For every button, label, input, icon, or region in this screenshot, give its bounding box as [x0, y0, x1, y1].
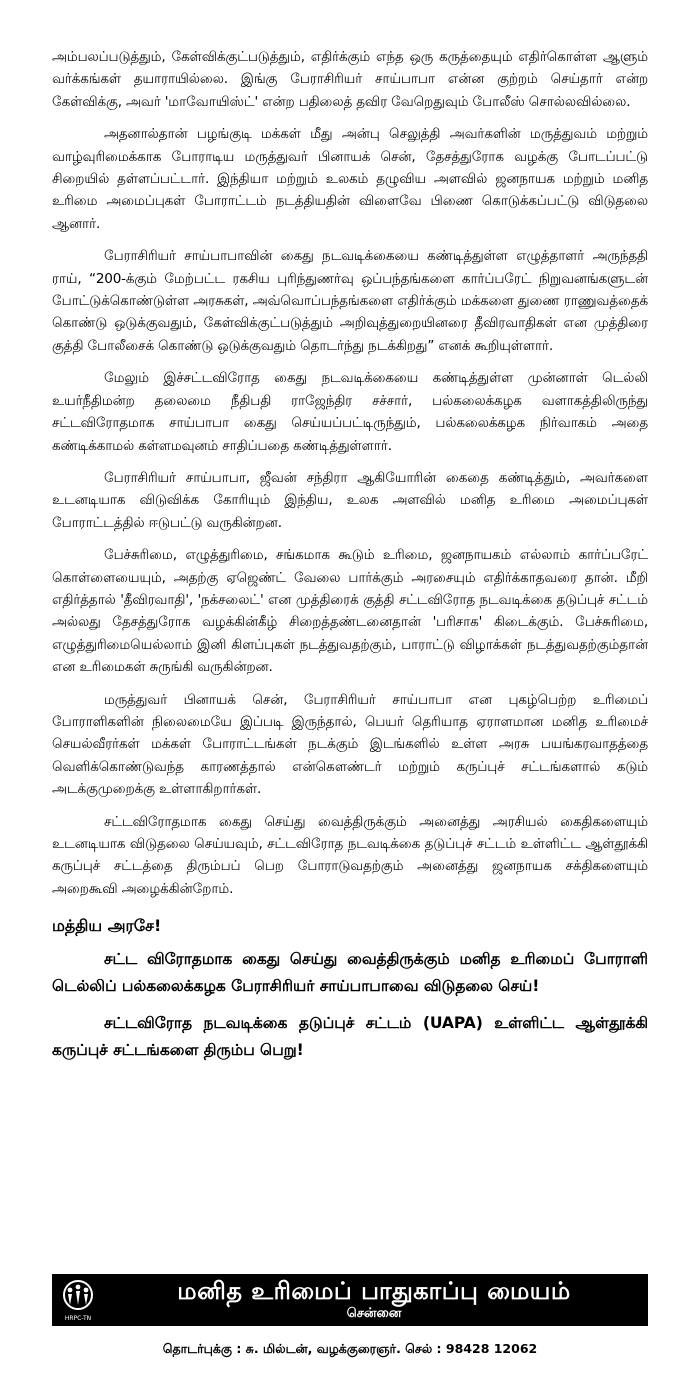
paragraph: மேலும் இச்சட்டவிரோத கைது நடவடிக்கையை கண்டித்துள்ள முன்னாள் டெல்லி உயர்நீதிமன்ற தலைமை நீதிபதி ராஜேந்திர சச்சார், பல்கலைக்கழக வளாகத்திலிருந்து சட்டவிரோதமாக சாய்பாபா கைது செய்யப்பட்டிருந்தும், பல்கலைக்கழக நிர்வாகம் அதை கண்டிக்காமல் கள்ளமவுனம் சாதிப்பதை கண்டித்துள்ளார். [52, 370, 648, 454]
contact-info: தொடர்புக்கு : சு. மில்டன், வழக்குரைஞர். செல் : 98428 12062 [162, 1341, 538, 1356]
hrpc-logo-icon [58, 1278, 98, 1322]
demand-statement: சட்டவிரோத நடவடிக்கை தடுப்புச் சட்டம் (UAPA) உள்ளிட்ட ஆள்தூக்கி கருப்புச் சட்டங்களை திரும்ப பெறு! [52, 1014, 648, 1060]
organization-banner [52, 1274, 648, 1326]
paragraph: பேராசிரியர் சாய்பாபாவின் கைது நடவடிக்கையை கண்டித்துள்ள எழுத்தாளர் அருந்ததி ராய், “200-க்கும் மேற்பட்ட ரகசிய புரிந்துணர்வு ஒப்பந்தங்களை கார்ப்பரேட் நிறுவனங்களுடன் போட்டுக்கொண்டுள்ள அரசுகள், அவ்வொப்பந்தங்களை எதிர்க்கும் மக்களை துணை ராணுவத்தைக் கொண்டு ஒடுக்குவதும், கேள்விக்குட்படுத்தும் அறிவுத்துறையினரை தீவிரவாதிகள் என முத்திரை குத்தி போலீசைக் கொண்டு ஒடுக்குவதும் தொடர்ந்து நடக்கிறது” எனக் கூறியுள்ளார். [52, 248, 648, 354]
paragraph: அதனால்தான் பழங்குடி மக்கள் மீது அன்பு செலுத்தி அவர்களின் மருத்துவம் மற்றும் வாழ்வுரிமைக்காக போராடிய மருத்துவர் பினாயக் சென், தேசத்துரோக வழக்கு போடப்பட்டு சிறையில் தள்ளப்பட்டார். இந்தியா மற்றும் உலகம் தழுவிய அளவில் ஜனநாயக மற்றும் மனித உரிமை அமைப்புகள் போராட்டம் நடத்தியதின் விளைவே பிணை கொடுக்கப்பட்டு விடுதலை ஆனார். [52, 126, 648, 232]
organization-name: மனித உரிமைப் பாதுகாப்பு மையம் [177, 1277, 571, 1305]
article-body [52, 46, 648, 1074]
paragraph: மருத்துவர் பினாயக் சென், பேராசிரியர் சாய்பாபா என புகழ்பெற்ற உரிமைப் போராளிகளின் நிலைமையே இப்படி இருந்தால், பெயர் தெரியாத ஏராளமான மனித உரிமைச் செயல்வீரர்கள் மக்கள் போராட்டங்கள் நடக்கும் இடங்களில் உள்ள அரசு பயங்கரவாதத்தை வெளிக்கொண்டுவந்த காரணத்தால் என்கௌண்டர் மற்றும் கருப்புச் சட்டங்களால் கடும் அடக்குமுறைக்கு உள்ளாகிறார்கள். [52, 691, 648, 798]
demand-statement: சட்ட விரோதமாக கைது செய்து வைத்திருக்கும் மனித உரிமைப் போராளி டெல்லிப் பல்கலைக்கழக பேராசிரியர் சாய்பாபாவை விடுதலை செய்! [52, 950, 648, 996]
demand-heading: மத்திய அரசே! [52, 916, 162, 936]
paragraph: பேச்சுரிமை, எழுத்துரிமை, சங்கமாக கூடும் உரிமை, ஜனநாயகம் எல்லாம் கார்ப்பரேட் கொள்ளையையும், அதற்கு ஏஜெண்ட் வேலை பார்க்கும் அரசையும் எதிர்க்காதவரை தான். மீறி எதிர்த்தால் 'தீவிரவாதி', 'நக்சலைட்' என முத்திரைக் குத்தி சட்டவிரோத நடவடிக்கை தடுப்புச் சட்டம் அல்லது தேசத்துரோக வழக்கின்கீழ் சிறைத்தண்டனைதான் 'பரிசாக' கிடைக்கும். பேச்சுரிமை, எழுத்துரிமையெல்லாம் இனி கிளப்புகள் நடத்துவதற்கும், பாராட்டு விழாக்கள் நடத்துவதற்கும்தான் என உரிமைகள் சுருங்கி வருகின்றன. [52, 547, 648, 676]
logo-text: HRPC-TN [64, 1315, 92, 1322]
paragraph: சட்டவிரோதமாக கைது செய்து வைத்திருக்கும் அனைத்து அரசியல் கைதிகளையும் உடனடியாக விடுதலை செய்யவும், சட்டவிரோத நடவடிக்கை தடுப்புச் சட்டம் உள்ளிட்ட ஆள்தூக்கி கருப்புச் சட்டத்தை திரும்பப் பெற போராடுவதற்கும் அனைத்து ஜனநாயக சக்திகளையும் அறைகூவி அழைக்கின்றோம். [52, 813, 648, 897]
paragraph: பேராசிரியர் சாய்பாபா, ஜீவன் சந்திரா ஆகியோரின் கைதை கண்டித்தும், அவர்களை உடனடியாக விடுவிக்க கோரியும் இந்திய, உலக அளவில் மனித உரிமை அமைப்புகள் போராட்டத்தில் ஈடுபட்டு வருகின்றன. [52, 469, 648, 531]
organization-city: சென்னை [346, 1306, 402, 1321]
paragraph: அம்பலப்படுத்தும், கேள்விக்குட்படுத்தும், எதிர்க்கும் எந்த ஒரு கருத்தையும் எதிர்கொள்ள ஆளும் வர்க்கங்கள் தயாராயில்லை. இங்கு பேராசிரியர் சாய்பாபா என்ன குற்றம் செய்தார் என்ற கேள்விக்கு, அவர் 'மாவோயிஸ்ட்' என்ற பதிலைத் தவிர வேறெதுவும் போலீஸ் சொல்லவில்லை. [52, 49, 648, 110]
